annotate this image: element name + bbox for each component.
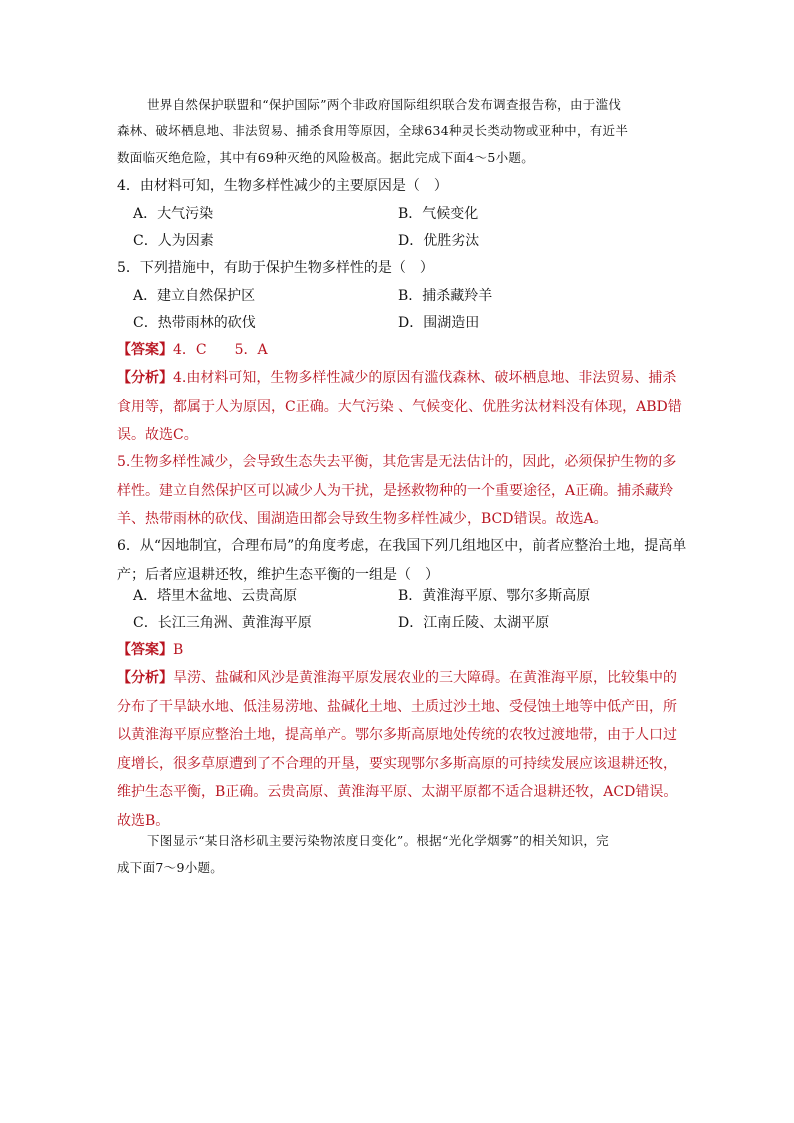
material-2-line-1: 下图显示“某日洛杉矶主要污染物浓度日变化”。根据“光化学烟雾”的相关知识，完 [147, 833, 609, 848]
q6-option-a: A．塔里木盆地、云贵高原 [133, 588, 298, 604]
answer-text: 4．C 5．A [173, 342, 268, 358]
q5-option-c: C．热带雨林的砍伐 [133, 315, 256, 331]
question-4-stem: 4．由材料可知，生物多样性减少的主要原因是（ ） [117, 178, 448, 194]
analysis-4-text: 4.由材料可知，生物多样性减少的原因有滥伐森林、破坏栖息地、非法贸易、捕杀食用等，都属于人为原因，C正确。大气污染 、气候变化、优胜劣汰材料没有体现，ABD错误。故选C。 [117, 370, 682, 443]
q4-option-b: B．气候变化 [398, 206, 479, 222]
analysis-5-text: 5.生物多样性减少，会导致生态失去平衡，其危害是无法估计的，因此，必须保护生物的多样性。建立自然保护区可以减少人为干扰，是拯救物种的一个重要途径，A正确。捕杀藏羚羊、热带雨林的砍伐、围湖造田都会导致生物多样性减少，BCD错误。故选A。 [117, 454, 677, 527]
analysis-tag: 【分析】 [117, 670, 173, 686]
q5-option-d: D．围湖造田 [398, 315, 480, 331]
q6-option-c: C．长江三角洲、黄淮海平原 [133, 615, 312, 631]
answer-text: B [173, 642, 184, 658]
answer-6 [117, 636, 687, 664]
answer-4-5 [117, 336, 687, 364]
analysis-4 [117, 364, 687, 450]
analysis-tag: 【分析】 [117, 370, 173, 386]
answer-tag: 【答案】 [117, 642, 173, 658]
material-1-line-1: 世界自然保护联盟和“保护国际”两个非政府国际组织联合发布调查报告称，由于滥伐 [147, 97, 622, 112]
q5-option-a: A．建立自然保护区 [133, 288, 256, 304]
analysis-6-text: 旱涝、盐碱和风沙是黄淮海平原发展农业的三大障碍。在黄淮海平原，比较集中的分布了干旱缺水地、低洼易涝地、盐碱化土地、土质过沙土地、受侵蚀土地等中低产田，所以黄淮海平原应整治土地，提高单产。鄂尔多斯高原地处传统的农牧过渡地带，由于人口过度增长，很多草原遭到了不合理的开垦，要实现鄂尔多斯高原的可持续发展应该退耕还牧，维护生态平衡，B正确。云贵高原、黄淮海平原、太湖平原都不适合退耕还牧，ACD错误。故选B。 [117, 670, 678, 829]
material-1-line-2: 森林、破坏栖息地、非法贸易、捕杀食用等原因，全球634种灵长类动物或亚种中，有近半 [117, 123, 629, 138]
q4-option-c: C．人为因素 [133, 233, 214, 249]
analysis-6 [117, 664, 687, 835]
q6-option-b: B．黄淮海平原、鄂尔多斯高原 [398, 588, 591, 604]
material-2-line-2: 成下面7～9小题。 [117, 860, 224, 875]
material-1-line-3: 数面临灭绝危险，其中有69种灭绝的风险极高。据此完成下面4～5小题。 [117, 150, 535, 165]
q4-option-d: D．优胜劣汰 [398, 233, 480, 249]
q5-option-b: B．捕杀藏羚羊 [398, 288, 493, 304]
question-6-stem: 6．从“因地制宜，合理布局”的角度考虑，在我国下列几组地区中，前者应整治土地，提高单产；后者应退耕还牧，维护生态平衡的一组是（ ） [117, 538, 687, 583]
q4-option-a: A．大气污染 [133, 206, 214, 222]
q6-option-d: D．江南丘陵、太湖平原 [398, 615, 550, 631]
answer-tag: 【答案】 [117, 342, 173, 358]
question-5-stem: 5．下列措施中，有助于保护生物多样性的是（ ） [117, 260, 434, 276]
